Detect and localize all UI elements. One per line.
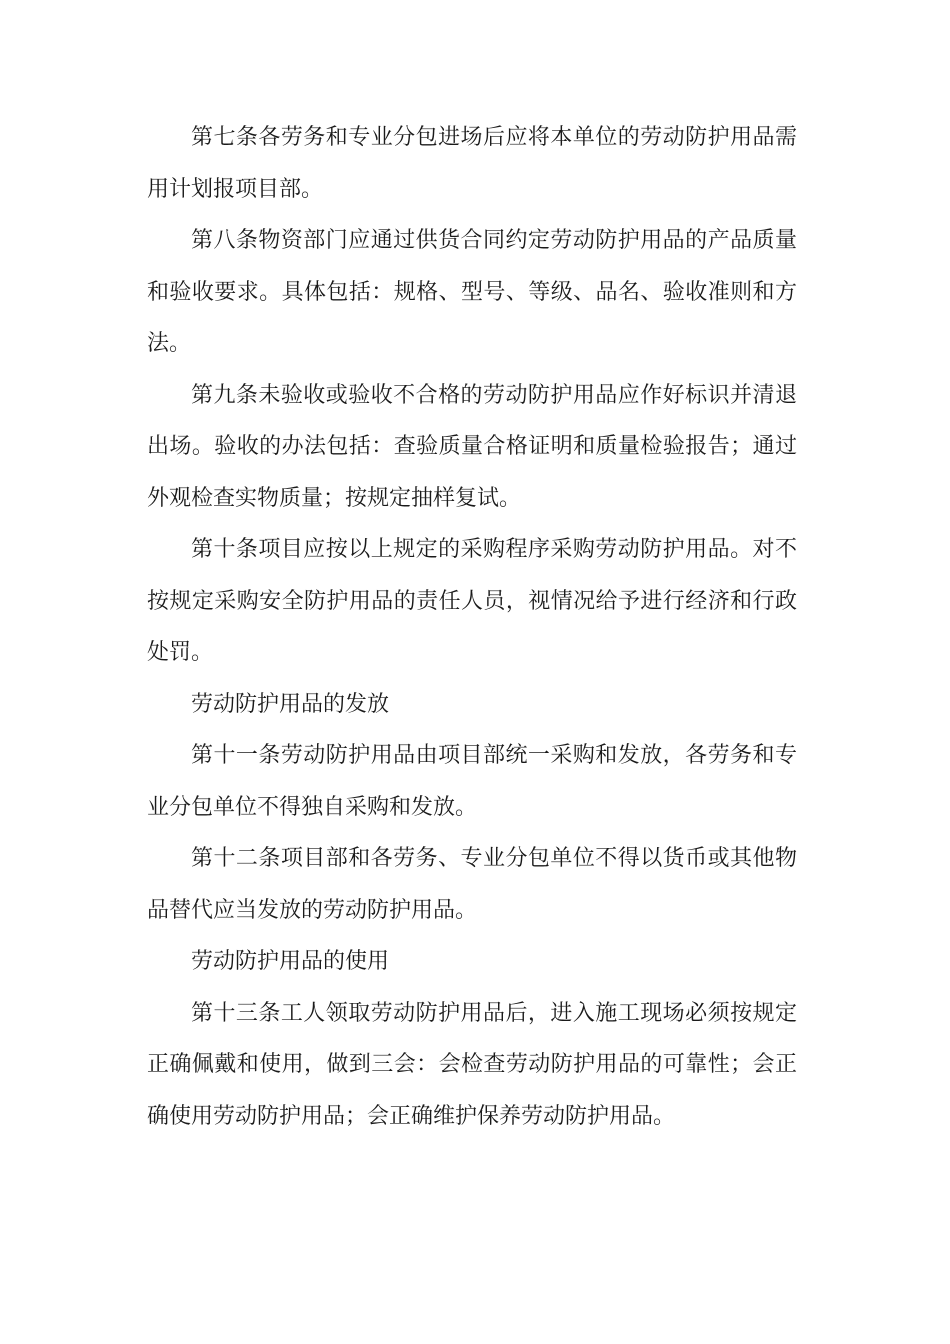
article-10-paragraph: 第十条项目应按以上规定的采购程序采购劳动防护用品。对不按规定采购安全防护用品的责任人员，视情况给予进行经济和行政处罚。 bbox=[147, 537, 797, 665]
article-12-paragraph: 第十二条项目部和各劳务、专业分包单位不得以货币或其他物品替代应当发放的劳动防护用品。 bbox=[147, 846, 797, 923]
article-13-paragraph: 第十三条工人领取劳动防护用品后，进入施工现场必须按规定正确佩戴和使用，做到三会：会检查劳动防护用品的可靠性；会正确使用劳动防护用品；会正确维护保养劳动防护用品。 bbox=[147, 1000, 797, 1129]
article-8-paragraph: 第八条物资部门应通过供货合同约定劳动防护用品的产品质量和验收要求。具体包括：规格、型号、等级、品名、验收准则和方法。 bbox=[147, 228, 797, 356]
article-9-paragraph: 第九条未验收或验收不合格的劳动防护用品应作好标识并清退出场。验收的办法包括：查验质量合格证明和质量检验报告；通过外观检查实物质量；按规定抽样复试。 bbox=[147, 382, 797, 511]
section-heading-usage: 劳动防护用品的使用 bbox=[191, 949, 390, 974]
document-body bbox=[147, 112, 797, 1142]
article-11-paragraph: 第十一条劳动防护用品由项目部统一采购和发放，各劳务和专业分包单位不得独自采购和发放。 bbox=[147, 743, 797, 820]
article-7-paragraph: 第七条各劳务和专业分包进场后应将本单位的劳动防护用品需用计划报项目部。 bbox=[147, 125, 797, 202]
section-heading-distribution: 劳动防护用品的发放 bbox=[191, 691, 390, 717]
